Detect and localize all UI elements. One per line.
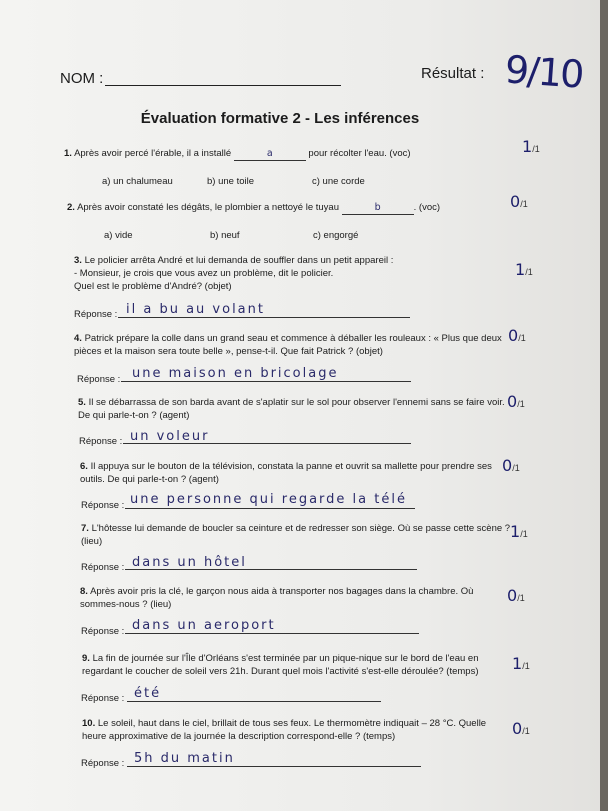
mark-value: 1 [512, 654, 523, 673]
total-score: 9/10 [503, 47, 584, 97]
question-mark [507, 392, 525, 411]
option-c: c) une corde [312, 176, 365, 187]
response-line[interactable] [125, 508, 415, 509]
worksheet-title: Évaluation formative 2 - Les inférences [140, 110, 420, 127]
handwritten-answer: une maison en bricolage [132, 366, 339, 381]
response-label: Réponse : [74, 309, 118, 320]
question-number: 7. [81, 523, 89, 534]
question-mark [522, 137, 540, 156]
mark-value: 1 [522, 137, 533, 156]
question-mark [510, 522, 528, 541]
mark-value: 0 [508, 326, 519, 345]
question-number: 9. [82, 653, 90, 664]
question-mark [510, 192, 528, 211]
question-9 [82, 652, 512, 678]
mark-value: 1 [510, 522, 521, 541]
mark-value: 0 [510, 192, 521, 211]
question-number: 8. [80, 586, 88, 597]
response-line[interactable] [125, 633, 419, 634]
question-text: L'hôtesse lui demande de boucler sa ceinture et de redresser son siège. Où se passe cette scène ? (lieu) [81, 523, 511, 547]
answer-blank[interactable]: a [234, 147, 306, 161]
response-line[interactable] [121, 381, 411, 382]
answer-blank[interactable]: b [342, 201, 414, 215]
question-mark [507, 586, 525, 605]
mark-denominator: /1 [518, 333, 526, 343]
question-text: Après avoir percé l'érable, il a installé [74, 148, 232, 159]
question-number: 6. [80, 461, 88, 472]
option-a: a) vide [104, 230, 133, 241]
question-6 [80, 460, 510, 486]
question-number: 4. [74, 333, 82, 344]
question-text-line3: Quel est le problème d'André? (objet) [74, 281, 232, 292]
question-3 [74, 254, 504, 293]
mark-denominator: /1 [512, 463, 520, 473]
handwritten-answer: été [134, 686, 162, 701]
nom-field-line[interactable] [105, 85, 341, 86]
response-line[interactable] [118, 317, 410, 318]
response-label: Réponse : [81, 500, 125, 511]
question-text: Patrick prépare la colle dans un grand seau et commence à déballer les rouleaux : « Plus que deux pièces et la maison sera toute belle », pense-t-il. Que fait Patrick ? (objet) [74, 333, 502, 357]
question-text: La fin de journée sur l'Île d'Orléans s'est terminée par un pique-nique sur le bord de l'eau en regardant le coucher de soleil vers 21h. Durant quel mois l'activité s'est-elle déroulée? (temps) [82, 653, 479, 677]
question-text: Après avoir pris la clé, le garçon nous aida à transporter nos bagages dans la chambre. Où sommes-nous ? (lieu) [80, 586, 474, 610]
response-label: Réponse : [79, 436, 123, 447]
response-label: Réponse : [81, 758, 125, 769]
handwritten-answer: il a bu au volant [126, 302, 265, 317]
response-line[interactable] [127, 701, 381, 702]
handwritten-answer: dans un aeroport [132, 618, 276, 633]
question-10 [82, 717, 512, 743]
question-mark [512, 719, 530, 738]
option-a: a) un chalumeau [102, 176, 173, 187]
mark-denominator: /1 [522, 726, 530, 736]
question-text-end: pour récolter l'eau. (voc) [308, 148, 411, 159]
question-mark [502, 456, 520, 475]
handwritten-answer: un voleur [130, 429, 210, 444]
handwritten-answer: dans un hôtel [132, 555, 247, 570]
question-4 [74, 332, 504, 358]
option-b: b) une toile [207, 176, 255, 187]
handwritten-answer: 5h du matin [134, 751, 235, 766]
question-mark [512, 654, 530, 673]
option-b: b) neuf [210, 230, 240, 241]
response-label: Réponse : [81, 562, 125, 573]
mark-value: 0 [502, 456, 513, 475]
mark-denominator: /1 [522, 661, 530, 671]
response-label: Réponse : [81, 693, 125, 704]
resultat-label: Résultat : [421, 65, 485, 82]
mark-denominator: /1 [525, 267, 533, 277]
mark-denominator: /1 [517, 593, 525, 603]
mark-value: 0 [507, 392, 518, 411]
question-7 [81, 522, 511, 548]
question-text: Le policier arrêta André et lui demanda de souffler dans un petit appareil : [84, 255, 394, 266]
question-number: 10. [82, 718, 96, 729]
mark-denominator: /1 [520, 529, 528, 539]
question-text: Il se débarrassa de son barda avant de s'aplatir sur le sol pour observer l'ennemi sans se faire voir. De qui parle-t-on ? (agent) [78, 397, 505, 421]
response-label: Réponse : [81, 626, 125, 637]
question-8 [80, 585, 510, 611]
question-number: 2. [67, 202, 75, 213]
mark-denominator: /1 [532, 144, 540, 154]
question-text-line2: - Monsieur, je crois que vous avez un problème, dit le policier. [74, 268, 334, 279]
question-text: Le soleil, haut dans le ciel, brillait de tous ses feux. Le thermomètre indiquait – 28 °C. Quelle heure approximative de la journée la description correspond-elle ? (temps) [82, 718, 487, 742]
question-text: Après avoir constaté les dégâts, le plombier a nettoyé le tuyau [77, 202, 339, 213]
response-line[interactable] [127, 766, 421, 767]
response-label: Réponse : [77, 374, 121, 385]
question-1 [64, 147, 464, 161]
question-mark [515, 260, 533, 279]
question-text-end: . (voc) [413, 202, 441, 213]
nom-label: NOM : [60, 70, 104, 87]
handwritten-answer: une personne qui regarde la télé [130, 492, 407, 507]
mark-value: 0 [512, 719, 523, 738]
mark-value: 0 [507, 586, 518, 605]
question-mark [508, 326, 526, 345]
question-number: 3. [74, 255, 82, 266]
option-c: c) engorgé [313, 230, 359, 241]
question-number: 1. [64, 148, 72, 159]
mark-denominator: /1 [520, 199, 528, 209]
question-5 [78, 396, 508, 422]
question-text: Il appuya sur le bouton de la télévision, constata la panne et ouvrit sa mallette pour prendre ses outils. De qui parle-t-on ? (agent) [80, 461, 492, 485]
mark-denominator: /1 [517, 399, 525, 409]
question-2 [67, 201, 487, 215]
question-number: 5. [78, 397, 86, 408]
mark-value: 1 [515, 260, 526, 279]
